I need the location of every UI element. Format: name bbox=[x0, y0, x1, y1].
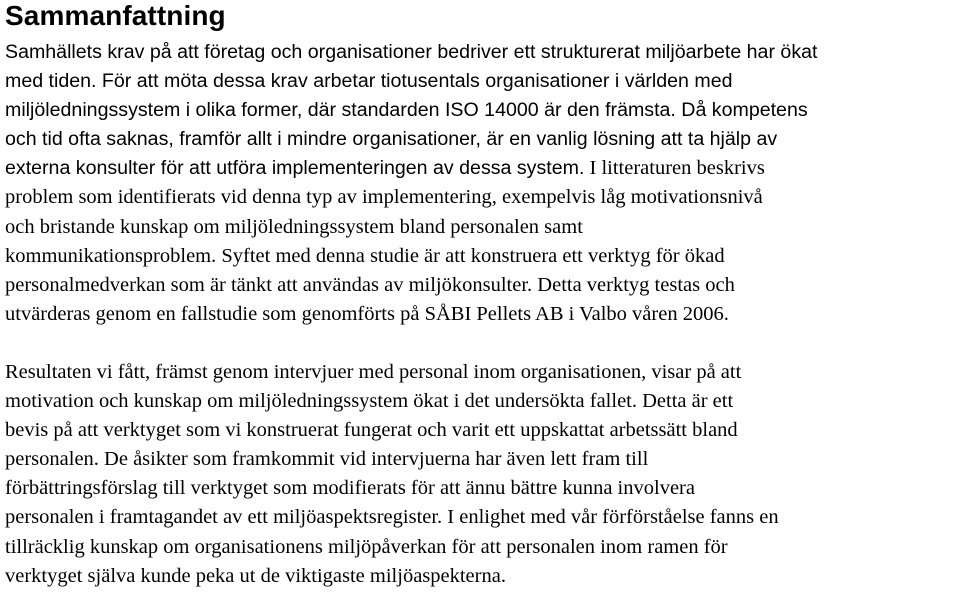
paragraph-1-line: utvärderas genom en fallstudie som genomförts på SÅBI Pellets AB i Valbo våren 2006. bbox=[5, 302, 729, 325]
paragraph-2-line: Resultaten vi fått, främst genom intervjuer med personal inom organisationen, visar på att bbox=[5, 360, 742, 383]
paragraph-1-line: personalmedverkan som är tänkt att användas av miljökonsulter. Detta verktyg testas och bbox=[5, 273, 735, 296]
paragraph-1-line: med tiden. För att möta dessa krav arbetar tiotusentals organisationer i världen med bbox=[5, 70, 733, 93]
paragraph-2-line: bevis på att verktyget som vi konstruerat fungerat och varit ett uppskattat arbetssätt bland bbox=[5, 419, 738, 442]
paragraph-1-line-mixed bbox=[5, 154, 957, 183]
paragraph-1-line: miljöledningssystem i olika former, där standarden ISO 14000 är den främsta. Då kompetens bbox=[5, 99, 808, 122]
summary-paragraph-2 bbox=[5, 358, 957, 591]
paragraph-2-line: personalen i framtagandet av ett miljöaspektsregister. I enlighet med vår förförståelse fanns en bbox=[5, 506, 779, 529]
paragraph-2-line: motivation och kunskap om miljöledningssystem ökat i det undersökta fallet. Detta är ett bbox=[5, 390, 734, 413]
document-heading: Sammanfattning bbox=[5, 0, 226, 31]
summary-paragraph-1 bbox=[5, 38, 957, 329]
paragraph-spacer bbox=[5, 329, 957, 358]
paragraph-2-line: personalen. De åsikter som framkommit vid intervjuerna har även lett fram till bbox=[5, 448, 649, 471]
paragraph-2-line: tillräcklig kunskap om organisationens miljöpåverkan för att personalen inom ramen för bbox=[5, 535, 728, 558]
paragraph-1-line: Samhällets krav på att företag och organisationer bedriver ett strukturerat miljöarbete har ökat bbox=[5, 41, 818, 63]
paragraph-1-line: och bristande kunskap om miljöledningssystem bland personalen samt bbox=[5, 215, 583, 238]
paragraph-1-line-part: externa konsulter för att utföra implementeringen av dessa system. bbox=[5, 157, 585, 180]
paragraph-2-line: förbättringsförslag till verktyget som modifierats för att ännu bättre kunna involvera bbox=[5, 477, 695, 500]
document-page bbox=[5, 0, 957, 591]
paragraph-1-line: problem som identifierats vid denna typ av implementering, exempelvis låg motivationsnivå bbox=[5, 186, 763, 209]
paragraph-2-line: verktyget själva kunde peka ut de viktigaste miljöaspekterna. bbox=[5, 564, 506, 587]
paragraph-1-line-part: I litteraturen beskrivs bbox=[584, 157, 765, 180]
paragraph-1-line: och tid ofta saknas, framför allt i mindre organisationer, är en vanlig lösning att ta hjälp av bbox=[5, 128, 778, 151]
paragraph-1-line: kommunikationsproblem. Syftet med denna studie är att konstruera ett verktyg för ökad bbox=[5, 244, 725, 267]
